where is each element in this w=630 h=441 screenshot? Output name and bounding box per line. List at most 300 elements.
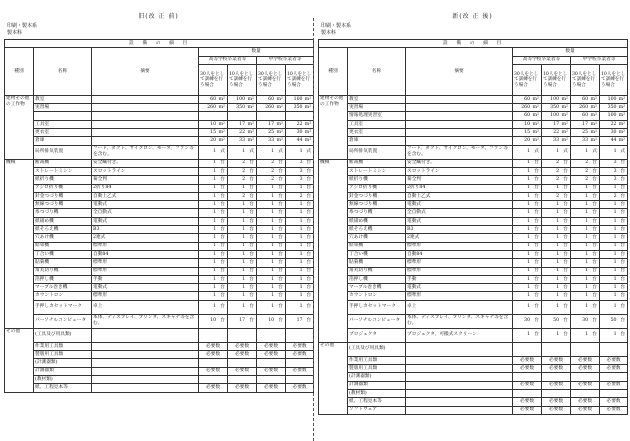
quantity-unit: 台 <box>306 226 312 232</box>
quantity-cell <box>513 112 542 120</box>
quantity-cell <box>513 373 542 381</box>
name-cell: 丁合い機 <box>348 250 406 258</box>
quantity-unit: 台 <box>220 210 225 216</box>
quantity-unit: 台 <box>563 251 568 257</box>
table-row <box>319 356 628 364</box>
quantity-cell <box>571 137 600 145</box>
quantity-unit: 台 <box>563 168 568 174</box>
quantity-cell <box>286 275 314 283</box>
quantity-cell <box>228 201 257 209</box>
spec-cell: 手動 <box>406 275 513 283</box>
quantity-unit: 台 <box>620 168 626 174</box>
quantity-value: 1 <box>585 201 589 207</box>
quantity-unit: 台 <box>563 185 568 191</box>
quantity-unit: m² <box>618 138 626 144</box>
quantity-cell <box>513 300 542 314</box>
quantity-cell: 必要数 <box>600 398 628 406</box>
table-row <box>319 275 628 283</box>
quantity-cell <box>600 250 628 258</box>
quantity-value: 60 <box>210 96 217 102</box>
quantity-unit: 台 <box>306 168 312 174</box>
quantity-cell <box>228 217 257 225</box>
table-row <box>5 275 314 283</box>
quantity-value: 1 <box>271 149 275 155</box>
spec-cell: 全自動式 <box>92 209 199 217</box>
quantity-unit: m² <box>276 121 283 127</box>
quantity-value: 1 <box>299 251 303 257</box>
quantity-value: 30 <box>524 318 531 324</box>
new-panel-title: 新(改 正 後) <box>452 13 493 20</box>
quantity-cell <box>513 234 542 242</box>
table-row <box>319 234 628 242</box>
quantity-unit: 台 <box>534 218 539 224</box>
table-row <box>5 120 314 128</box>
spec-cell: 標準形 <box>92 292 199 300</box>
table-row <box>5 226 314 234</box>
quantity-cell <box>542 201 571 209</box>
table-row <box>5 314 314 328</box>
quantity-value: 25 <box>268 129 275 135</box>
quantity-value: 1 <box>585 243 589 249</box>
spec-cell: フード、ダクト、サイクロン、モータ、ファン等を含む。 <box>406 145 513 159</box>
spec-cell <box>92 328 199 342</box>
name-cell: 倉庫 <box>348 137 406 145</box>
quantity-unit: 台 <box>278 318 283 324</box>
quantity-value: 1 <box>527 193 531 199</box>
quantity-cell: 必要数 <box>571 381 600 389</box>
spec-cell: 菊全判 <box>406 176 513 184</box>
table-row <box>5 209 314 217</box>
spec-cell <box>406 406 513 414</box>
quantity-cell <box>199 234 228 242</box>
quantity-value: 1 <box>271 193 275 199</box>
quantity-unit: m² <box>532 104 539 110</box>
table-row <box>5 217 314 225</box>
quantity-value: 2 <box>299 193 303 199</box>
center-divider <box>313 18 314 441</box>
name-cell: ソフトウェア <box>348 406 406 414</box>
quantity-unit: 台 <box>592 284 597 290</box>
quantity-value: 1 <box>585 210 589 216</box>
quantity-cell <box>199 292 228 300</box>
quantity-value: 1 <box>242 235 246 241</box>
quantity-unit: 台 <box>220 168 225 174</box>
spec-cell <box>92 95 199 103</box>
name-cell: 更衣室 <box>348 129 406 137</box>
quantity-unit: 台 <box>249 243 254 249</box>
quantity-cell <box>286 300 314 314</box>
quantity-value: 1 <box>613 284 617 290</box>
quantity-value: 1 <box>213 193 217 199</box>
quantity-value: 44 <box>610 138 617 144</box>
quantity-value: 60 <box>524 96 531 102</box>
quantity-value: 30 <box>296 129 303 135</box>
quantity-unit: 台 <box>278 177 283 183</box>
quantity-cell <box>571 217 600 225</box>
spec-cell: 電動式 <box>406 217 513 225</box>
quantity-unit: 台 <box>220 268 225 274</box>
name-cell: 作業用工具類 <box>348 356 406 364</box>
quantity-value: 1 <box>213 284 217 290</box>
quantity-unit: 台 <box>534 226 539 232</box>
spec-cell <box>406 342 513 356</box>
old-equipment-table <box>4 39 314 393</box>
quantity-cell: 必要数 <box>513 381 542 389</box>
quantity-cell <box>600 389 628 397</box>
quantity-unit: 台 <box>563 318 568 324</box>
quantity-cell: 必要数 <box>286 342 314 350</box>
quantity-value: 1 <box>585 260 589 266</box>
quantity-value: 1 <box>242 149 246 155</box>
quantity-cell <box>286 284 314 292</box>
quantity-cell <box>542 112 571 120</box>
quantity-value: 2 <box>585 177 589 183</box>
quantity-unit: 台 <box>620 226 626 232</box>
quantity-unit: 台 <box>249 193 254 199</box>
quantity-cell <box>542 209 571 217</box>
quantity-value: 1 <box>213 293 217 299</box>
name-cell: 作業用工具類 <box>34 342 92 350</box>
quantity-unit: m² <box>561 113 568 119</box>
table-row <box>319 381 628 389</box>
table-row <box>5 176 314 184</box>
quantity-value: 1 <box>613 304 617 310</box>
spec-cell <box>92 342 199 350</box>
quantity-value: 1 <box>242 276 246 282</box>
quantity-value: 1 <box>271 243 275 249</box>
high-school-header: 高等学校卒業者等 <box>199 56 257 64</box>
name-cell: 工具室 <box>348 120 406 128</box>
name-cell: 紙、工程見本等 <box>34 384 92 392</box>
quantity-cell: 必要数 <box>286 367 314 375</box>
name-cell: 紙硝め機 <box>348 217 406 225</box>
quantity-value: 1 <box>613 201 617 207</box>
spec-cell: 標準形 <box>92 267 199 275</box>
quantity-cell <box>600 145 628 159</box>
quantity-value: 17 <box>268 121 275 127</box>
table-row <box>319 201 628 209</box>
quantity-cell <box>571 95 600 103</box>
quantity-cell <box>571 292 600 300</box>
quantity-unit: 台 <box>534 177 539 183</box>
spec-cell: 電動式 <box>92 217 199 225</box>
quantity-value: 1 <box>242 218 246 224</box>
quantity-value: 10 <box>210 121 217 127</box>
quantity-unit: 台 <box>620 318 626 324</box>
quantity-value: 1 <box>527 251 531 257</box>
quantity-cell <box>199 217 228 225</box>
quantity-cell <box>542 234 571 242</box>
table-row <box>319 137 628 145</box>
spec-cell: 安全繊付き。 <box>92 159 199 167</box>
quantity-cell <box>199 159 228 167</box>
name-cell: 実習場 <box>34 104 92 112</box>
quantity-value: 25 <box>582 129 589 135</box>
quantity-cell <box>542 267 571 275</box>
quantity-cell <box>542 373 571 381</box>
quantity-value: 17 <box>582 121 589 127</box>
quantity-value: 1 <box>213 149 217 155</box>
quantity-cell <box>571 209 600 217</box>
quantity-value: 1 <box>585 284 589 290</box>
quantity-unit: 台 <box>620 276 626 282</box>
table-row <box>319 192 628 200</box>
kind-cell: その他 <box>319 342 348 414</box>
quantity-value: 350 <box>293 104 303 110</box>
table-row <box>5 342 314 350</box>
quantity-value: 1 <box>585 276 589 282</box>
table-row <box>319 112 628 120</box>
quantity-unit: 台 <box>592 193 597 199</box>
quantity-value: 1 <box>242 260 246 266</box>
quantity-cell <box>257 328 286 342</box>
quantity-unit: 台 <box>592 185 597 191</box>
quantity-unit: 式 <box>592 149 597 155</box>
quantity-value: 1 <box>299 185 303 191</box>
quantity-cell <box>513 284 542 292</box>
name-cell: 結束機 <box>34 242 92 250</box>
quantity-value: 1 <box>613 149 617 155</box>
quantity-cell <box>286 328 314 342</box>
quantity-cell <box>513 267 542 275</box>
quantity-cell <box>286 292 314 300</box>
quantity-value: 1 <box>585 251 589 257</box>
quantity-value: 30 <box>610 129 617 135</box>
name-cell: 手押しカセットマーク <box>34 300 92 314</box>
spec-cell <box>92 129 199 137</box>
quantity-cell <box>513 137 542 145</box>
quantity-value: 1 <box>271 210 275 216</box>
quantity-cell <box>571 242 600 250</box>
quantity-cell <box>228 167 257 175</box>
quantity-unit: 台 <box>249 185 254 191</box>
quantity-unit: m² <box>618 129 626 135</box>
spec-cell <box>92 137 199 145</box>
quantity-unit: 台 <box>306 293 312 299</box>
quantity-unit: m² <box>276 129 283 135</box>
spec-cell <box>406 137 513 145</box>
spec-cell <box>92 384 199 392</box>
quantity-value: 2 <box>242 177 246 183</box>
quantity-cell <box>571 112 600 120</box>
name-cell: 局所排気装置 <box>348 145 406 159</box>
spec-header: 摘要 <box>92 48 199 96</box>
quantity-unit: 台 <box>534 168 539 174</box>
quantity-value: 260 <box>521 104 531 110</box>
spec-cell: 本体、ディスプレイ、プリンタ、スキャナ等を含む。 <box>406 314 513 328</box>
quantity-cell <box>228 176 257 184</box>
quantity-cell <box>228 184 257 192</box>
quantity-value: 1 <box>527 218 531 224</box>
quantity-unit: 台 <box>563 304 568 310</box>
spec-cell: プロジェクタ、可搬式スクリーン <box>406 328 513 342</box>
spec-cell: 標準形 <box>406 267 513 275</box>
spec-cell: 自動84 <box>92 250 199 258</box>
quantity-value: 1 <box>556 201 560 207</box>
table-row <box>319 406 628 414</box>
quantity-cell: 必要数 <box>600 406 628 414</box>
name-header: 名称 <box>34 48 92 96</box>
quantity-value: 1 <box>527 293 531 299</box>
quantity-cell <box>228 359 257 367</box>
quantity-value: 1 <box>613 293 617 299</box>
quantity-cell: 必要数 <box>257 351 286 359</box>
quantity-cell: 必要数 <box>257 367 286 375</box>
quantity-unit: 台 <box>620 251 626 257</box>
name-cell: 断裁機 <box>348 159 406 167</box>
name-cell: パーソナルコンピュータ <box>34 314 92 328</box>
quantity-unit: 台 <box>592 260 597 266</box>
quantity-cell <box>257 226 286 234</box>
quantity-unit: 台 <box>220 304 225 310</box>
quantity-unit: 式 <box>306 149 312 155</box>
quantity-value: 1 <box>242 201 246 207</box>
quantity-cell <box>513 389 542 397</box>
quantity-unit: 台 <box>278 260 283 266</box>
quantity-value: 50 <box>610 318 617 324</box>
quantity-unit: 台 <box>620 243 626 249</box>
quantity-value: 1 <box>213 260 217 266</box>
qty-header: 数量 <box>199 48 314 56</box>
quantity-unit: 台 <box>563 177 568 183</box>
quantity-value: 1 <box>271 276 275 282</box>
quantity-unit: 台 <box>534 304 539 310</box>
quantity-cell <box>286 217 314 225</box>
table-row <box>319 167 628 175</box>
quantity-cell <box>199 112 228 120</box>
quantity-cell <box>228 314 257 328</box>
quantity-value: 1 <box>527 260 531 266</box>
name-cell: マーブル巻き機 <box>34 284 92 292</box>
table-row <box>5 234 314 242</box>
quantity-unit: 台 <box>563 284 568 290</box>
quantity-value: 33 <box>582 138 589 144</box>
quantity-unit: 台 <box>592 318 597 324</box>
quantity-cell <box>513 250 542 258</box>
old-subcategory: 製本科 <box>7 30 23 36</box>
quantity-value: 30 <box>582 318 589 324</box>
quantity-cell <box>571 328 600 342</box>
table-row <box>319 328 628 342</box>
quantity-cell: 必要数 <box>257 342 286 350</box>
quantity-unit: 台 <box>534 284 539 290</box>
name-cell: 結束機 <box>348 242 406 250</box>
quantity-unit: 台 <box>278 304 283 310</box>
quantity-value: 1 <box>213 201 217 207</box>
quantity-cell <box>257 250 286 258</box>
quantity-unit: 台 <box>534 185 539 191</box>
quantity-value: 1 <box>213 185 217 191</box>
quantity-value: 1 <box>299 149 303 155</box>
quantity-unit: 台 <box>278 251 283 257</box>
quantity-cell <box>542 314 571 328</box>
quantity-value: 15 <box>524 129 531 135</box>
quantity-cell: 必要数 <box>228 367 257 375</box>
quantity-value: 1 <box>299 210 303 216</box>
name-cell: 紙折り機 <box>348 176 406 184</box>
quantity-cell <box>199 129 228 137</box>
quantity-value: 1 <box>585 218 589 224</box>
spec-cell: 2折り84 <box>92 184 199 192</box>
table-row <box>5 384 314 392</box>
quantity-unit: m² <box>276 96 283 102</box>
quantity-value: 2 <box>242 168 246 174</box>
spec-cell <box>406 112 513 120</box>
quantity-cell <box>257 234 286 242</box>
quantity-value: 1 <box>556 243 560 249</box>
quantity-cell <box>286 167 314 175</box>
quantity-value: 1 <box>585 226 589 232</box>
quantity-unit: 台 <box>592 177 597 183</box>
table-row <box>5 367 314 375</box>
quantity-unit: m² <box>561 104 568 110</box>
name-cell: 断裁機 <box>34 159 92 167</box>
quantity-cell <box>513 159 542 167</box>
name-cell: 計測器類 <box>34 367 92 375</box>
name-cell: 糸つづり機 <box>34 209 92 217</box>
quantity-cell <box>513 167 542 175</box>
table-row <box>5 95 314 103</box>
quantity-unit: 台 <box>563 160 568 166</box>
quantity-value: 2 <box>271 160 275 166</box>
spec-cell <box>406 381 513 389</box>
quantity-value: 1 <box>271 268 275 274</box>
quantity-value: 1 <box>556 276 560 282</box>
quantity-cell <box>600 342 628 356</box>
quantity-unit: 台 <box>534 251 539 257</box>
quantity-value: 1 <box>585 332 589 338</box>
name-cell: 更衣室 <box>34 129 92 137</box>
quantity-cell <box>513 328 542 342</box>
quantity-unit: 台 <box>306 260 312 266</box>
quantity-value: 1 <box>527 210 531 216</box>
quantity-unit: 台 <box>220 177 225 183</box>
quantity-value: 1 <box>299 235 303 241</box>
name-cell: 紙そろえ機 <box>34 226 92 234</box>
table-row <box>319 145 628 159</box>
quantity-value: 1 <box>242 304 246 310</box>
quantity-value: 2 <box>613 193 617 199</box>
quantity-unit: m² <box>561 96 568 102</box>
quantity-cell <box>286 250 314 258</box>
quantity-unit: 台 <box>306 268 312 274</box>
quantity-cell: 必要数 <box>199 384 228 392</box>
quantity-cell <box>571 275 600 283</box>
quantity-value: 1 <box>527 149 531 155</box>
quantity-cell <box>513 209 542 217</box>
spec-cell: 卓上 <box>92 300 199 314</box>
quantity-cell <box>600 314 628 328</box>
name-cell: 角丸切り機 <box>348 267 406 275</box>
quantity-value: 60 <box>582 96 589 102</box>
quantity-unit: 台 <box>249 177 254 183</box>
quantity-cell <box>286 137 314 145</box>
quantity-unit: m² <box>304 121 312 127</box>
table-row <box>319 300 628 314</box>
name-cell: 無線つづり機 <box>34 201 92 209</box>
quantity-value: 1 <box>556 260 560 266</box>
quantity-cell <box>228 209 257 217</box>
quantity-cell <box>542 389 571 397</box>
table-row <box>319 184 628 192</box>
quantity-value: 2 <box>556 160 560 166</box>
quantity-unit: 台 <box>306 251 312 257</box>
quantity-value: 3 <box>613 177 617 183</box>
quantity-cell <box>542 242 571 250</box>
quantity-cell <box>513 184 542 192</box>
name-cell <box>34 112 92 120</box>
quantity-cell <box>542 275 571 283</box>
